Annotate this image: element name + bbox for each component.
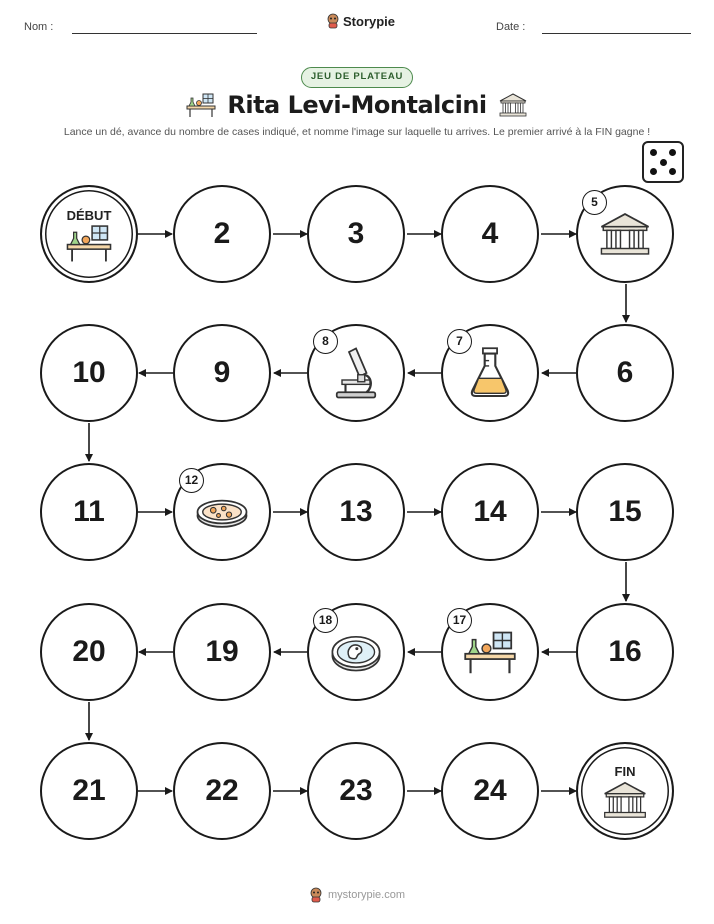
- board-space: [173, 742, 271, 840]
- board-space: [441, 463, 539, 561]
- brand-name: Storypie: [343, 13, 396, 29]
- space-number: 4: [481, 217, 499, 250]
- board-space: [307, 742, 405, 840]
- board-space: [173, 603, 271, 701]
- date-label: Date :: [496, 21, 526, 33]
- board-space: [173, 185, 271, 283]
- footer: [0, 887, 714, 903]
- board-space-end: [576, 742, 674, 840]
- space-number-tag: 17: [447, 608, 472, 633]
- space-number: 11: [73, 495, 105, 528]
- space-number-tag: 5: [582, 190, 607, 215]
- laboratory-icon: [185, 92, 217, 118]
- page-title: Rita Levi-Montalcini: [227, 91, 487, 119]
- space-number: 22: [205, 774, 239, 807]
- space-number: 14: [473, 495, 507, 528]
- start-label: DÉBUT: [66, 207, 112, 223]
- board-space: [40, 603, 138, 701]
- board-space: [441, 742, 539, 840]
- board-space: [576, 324, 674, 422]
- microscope-icon: [331, 345, 381, 401]
- date-field[interactable]: [542, 33, 691, 34]
- building-icon: [600, 779, 650, 821]
- space-number: 6: [616, 356, 634, 389]
- board-space: [40, 742, 138, 840]
- end-label: FIN: [614, 763, 636, 779]
- building-icon: [596, 210, 654, 258]
- space-number-tag: 8: [313, 329, 338, 354]
- space-number: 3: [347, 217, 365, 250]
- embryo-dish-icon: [329, 630, 383, 674]
- building-icon: [497, 92, 529, 118]
- laboratory-icon: [461, 629, 519, 675]
- space-number: 20: [72, 635, 106, 668]
- space-number: 23: [339, 774, 373, 807]
- space-number: 9: [213, 356, 231, 389]
- petri-dish-icon: [194, 494, 250, 530]
- space-number: 10: [72, 356, 106, 389]
- name-label: Nom :: [24, 21, 54, 33]
- board-space: [307, 463, 405, 561]
- board-space: [576, 463, 674, 561]
- title-row: [0, 91, 714, 119]
- laboratory-icon: [63, 223, 115, 263]
- space-number-tag: 18: [313, 608, 338, 633]
- board-space: [576, 603, 674, 701]
- space-number: 24: [473, 774, 507, 807]
- board-space: [173, 324, 271, 422]
- footer-url[interactable]: mystorypie.com: [327, 889, 406, 901]
- instructions-text: Lance un dé, avance du nombre de cases indiqué, et nomme l'image sur laquelle tu arrives. Le premier arrivé à la FIN gagne !: [63, 126, 651, 138]
- storypie-mascot-icon: [326, 13, 340, 29]
- game-type-badge: JEU DE PLATEAU: [301, 67, 413, 88]
- space-number: 2: [213, 217, 231, 250]
- name-field[interactable]: [72, 33, 257, 34]
- board-space: [40, 324, 138, 422]
- space-number: 15: [608, 495, 642, 528]
- board-space: [307, 185, 405, 283]
- space-number-tag: 12: [179, 468, 204, 493]
- board-space: [441, 185, 539, 283]
- space-number: 13: [339, 495, 373, 528]
- board-space: [40, 463, 138, 561]
- board-space-start: [40, 185, 138, 283]
- brand-logo: [326, 13, 395, 29]
- space-number: 19: [205, 635, 239, 668]
- dice-icon: [642, 141, 684, 183]
- space-number: 16: [608, 635, 642, 668]
- space-number: 21: [72, 774, 106, 807]
- flask-icon: [467, 346, 513, 400]
- space-number-tag: 7: [447, 329, 472, 354]
- storypie-mascot-icon: [309, 887, 323, 903]
